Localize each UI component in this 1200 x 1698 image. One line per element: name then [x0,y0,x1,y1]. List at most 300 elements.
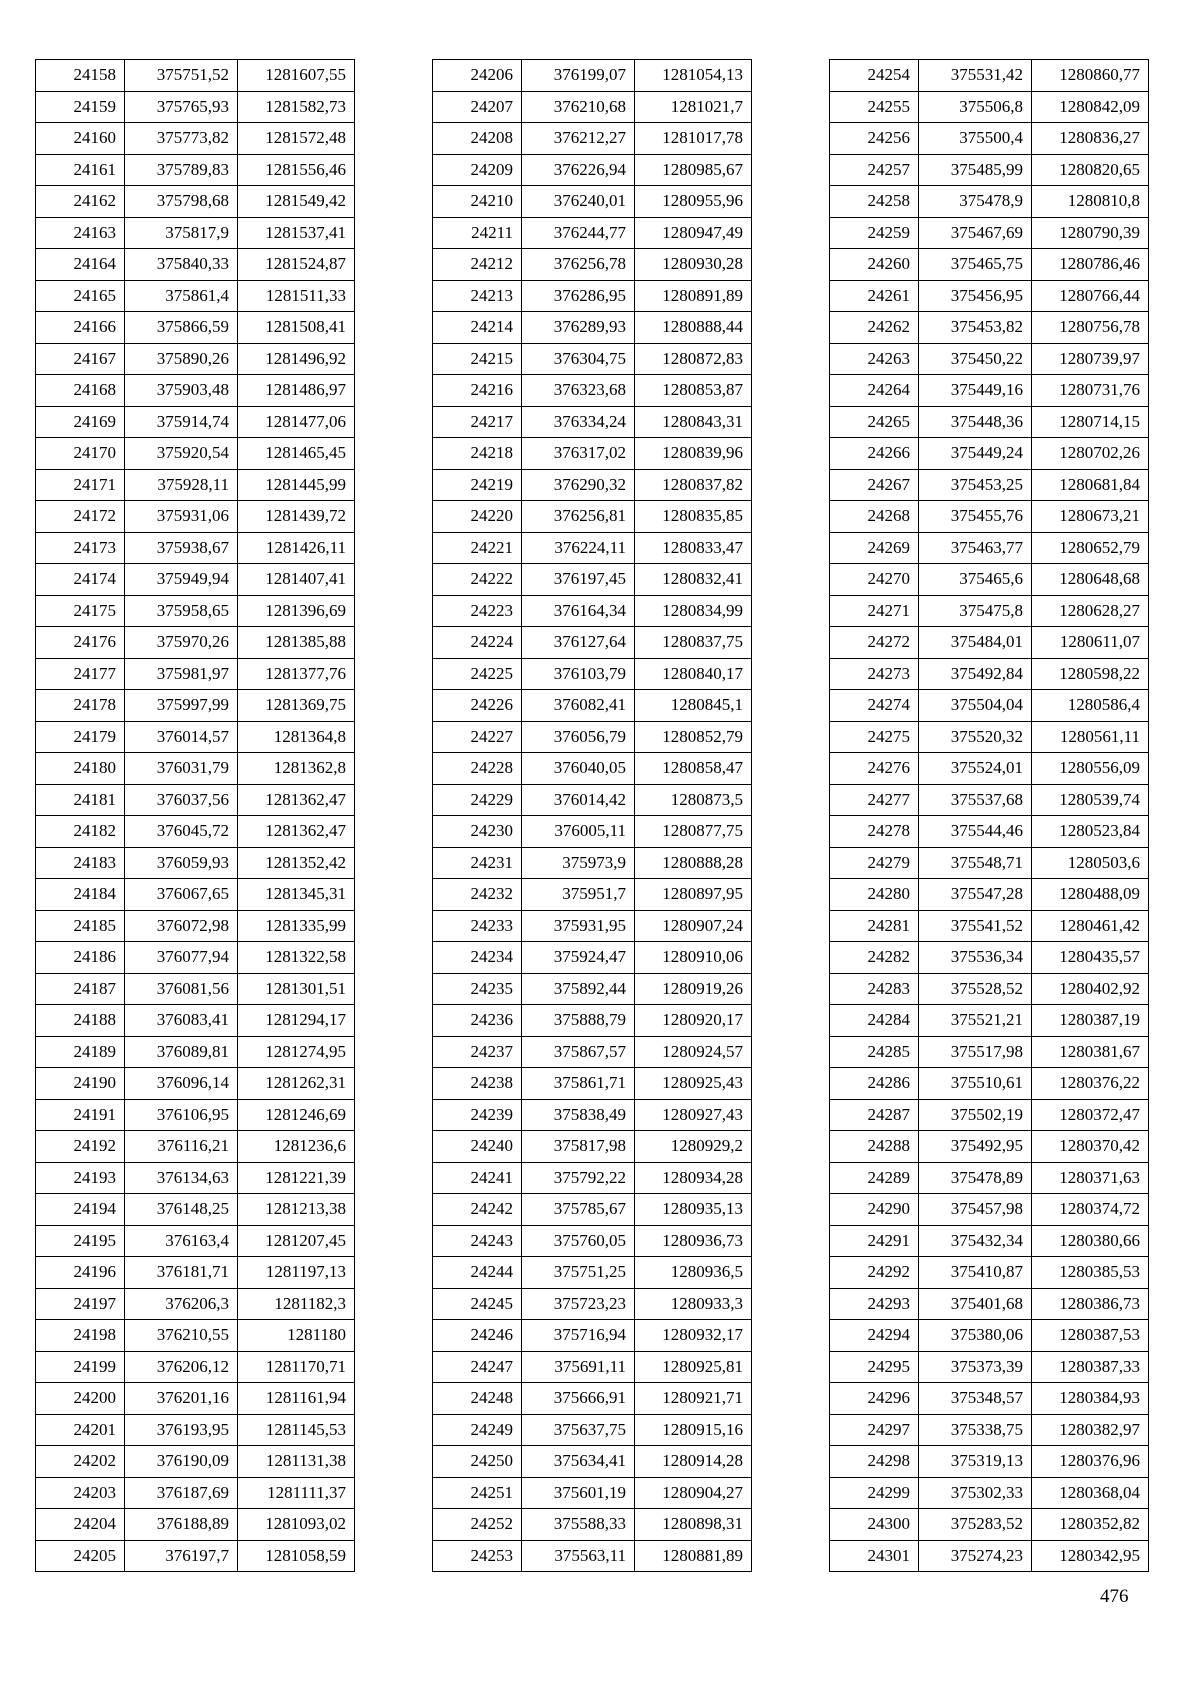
y-coordinate-cell: 1280648,68 [1032,564,1149,596]
point-number-cell: 24180 [36,753,125,785]
y-coordinate-cell: 1280381,67 [1032,1036,1149,1068]
table-row [433,1320,752,1352]
table-row [36,816,355,848]
y-coordinate-cell: 1280368,04 [1032,1477,1149,1509]
x-coordinate-cell: 376096,14 [125,1068,238,1100]
point-number-cell: 24292 [830,1257,919,1289]
y-coordinate-cell: 1280845,1 [635,690,752,722]
x-coordinate-cell: 375475,8 [919,595,1032,627]
table-row [433,1131,752,1163]
x-coordinate-cell: 375380,06 [919,1320,1032,1352]
x-coordinate-cell: 375997,99 [125,690,238,722]
point-number-cell: 24164 [36,249,125,281]
point-number-cell: 24262 [830,312,919,344]
x-coordinate-cell: 376059,93 [125,847,238,879]
x-coordinate-cell: 375548,71 [919,847,1032,879]
y-coordinate-cell: 1280872,83 [635,343,752,375]
y-coordinate-cell: 1280925,43 [635,1068,752,1100]
point-number-cell: 24263 [830,343,919,375]
table-row [830,1477,1149,1509]
point-number-cell: 24279 [830,847,919,879]
table-row [36,1351,355,1383]
x-coordinate-cell: 375588,33 [522,1509,635,1541]
table-row [36,879,355,911]
point-number-cell: 24184 [36,879,125,911]
x-coordinate-cell: 375448,36 [919,406,1032,438]
point-number-cell: 24186 [36,942,125,974]
x-coordinate-cell: 376334,24 [522,406,635,438]
x-coordinate-cell: 375478,89 [919,1162,1032,1194]
x-coordinate-cell: 375544,46 [919,816,1032,848]
x-coordinate-cell: 376226,94 [522,154,635,186]
y-coordinate-cell: 1280386,73 [1032,1288,1149,1320]
x-coordinate-cell: 375492,84 [919,658,1032,690]
point-number-cell: 24158 [36,60,125,92]
table-row [36,249,355,281]
table-row [830,154,1149,186]
table-row [433,721,752,753]
x-coordinate-cell: 375938,67 [125,532,238,564]
point-number-cell: 24207 [433,91,522,123]
table-row [433,1509,752,1541]
x-coordinate-cell: 375563,11 [522,1540,635,1572]
x-coordinate-cell: 375338,75 [919,1414,1032,1446]
y-coordinate-cell: 1280921,71 [635,1383,752,1415]
point-number-cell: 24198 [36,1320,125,1352]
y-coordinate-cell: 1280810,8 [1032,186,1149,218]
table-row [433,595,752,627]
y-coordinate-cell: 1280843,31 [635,406,752,438]
y-coordinate-cell: 1280352,82 [1032,1509,1149,1541]
y-coordinate-cell: 1280402,92 [1032,973,1149,1005]
point-number-cell: 24169 [36,406,125,438]
y-coordinate-cell: 1281197,13 [238,1257,355,1289]
y-coordinate-cell: 1281213,38 [238,1194,355,1226]
table-row [433,249,752,281]
table-row [830,1099,1149,1131]
y-coordinate-cell: 1280387,19 [1032,1005,1149,1037]
table-row [36,217,355,249]
table-row [433,469,752,501]
y-coordinate-cell: 1280384,93 [1032,1383,1149,1415]
x-coordinate-cell: 375536,34 [919,942,1032,974]
point-number-cell: 24215 [433,343,522,375]
y-coordinate-cell: 1280837,82 [635,469,752,501]
x-coordinate-cell: 376134,63 [125,1162,238,1194]
table-row [433,847,752,879]
y-coordinate-cell: 1281377,76 [238,658,355,690]
x-coordinate-cell: 376187,69 [125,1477,238,1509]
x-coordinate-cell: 375450,22 [919,343,1032,375]
x-coordinate-cell: 376286,95 [522,280,635,312]
x-coordinate-cell: 375449,24 [919,438,1032,470]
point-number-cell: 24296 [830,1383,919,1415]
y-coordinate-cell: 1280380,66 [1032,1225,1149,1257]
y-coordinate-cell: 1280897,95 [635,879,752,911]
table-row [830,1509,1149,1541]
y-coordinate-cell: 1280503,6 [1032,847,1149,879]
point-number-cell: 24291 [830,1225,919,1257]
point-number-cell: 24274 [830,690,919,722]
y-coordinate-cell: 1280904,27 [635,1477,752,1509]
point-number-cell: 24289 [830,1162,919,1194]
point-number-cell: 24189 [36,1036,125,1068]
table-row [830,1131,1149,1163]
x-coordinate-cell: 375789,83 [125,154,238,186]
point-number-cell: 24226 [433,690,522,722]
y-coordinate-cell: 1281524,87 [238,249,355,281]
point-number-cell: 24284 [830,1005,919,1037]
table-row [36,280,355,312]
y-coordinate-cell: 1281274,95 [238,1036,355,1068]
table-row [36,564,355,596]
point-number-cell: 24280 [830,879,919,911]
table-row [36,1446,355,1478]
point-number-cell: 24170 [36,438,125,470]
table-row [830,217,1149,249]
x-coordinate-cell: 376199,07 [522,60,635,92]
y-coordinate-cell: 1280833,47 [635,532,752,564]
point-number-cell: 24174 [36,564,125,596]
y-coordinate-cell: 1280860,77 [1032,60,1149,92]
table-row [433,343,752,375]
y-coordinate-cell: 1280955,96 [635,186,752,218]
x-coordinate-cell: 376190,09 [125,1446,238,1478]
point-number-cell: 24213 [433,280,522,312]
x-coordinate-cell: 375861,71 [522,1068,635,1100]
point-number-cell: 24183 [36,847,125,879]
point-number-cell: 24231 [433,847,522,879]
point-number-cell: 24265 [830,406,919,438]
y-coordinate-cell: 1280435,57 [1032,942,1149,974]
point-number-cell: 24293 [830,1288,919,1320]
y-coordinate-cell: 1281477,06 [238,406,355,438]
table-row [433,942,752,974]
table-row [830,1068,1149,1100]
x-coordinate-cell: 376188,89 [125,1509,238,1541]
point-number-cell: 24288 [830,1131,919,1163]
y-coordinate-cell: 1281246,69 [238,1099,355,1131]
y-coordinate-cell: 1280934,28 [635,1162,752,1194]
y-coordinate-cell: 1280376,22 [1032,1068,1149,1100]
point-number-cell: 24204 [36,1509,125,1541]
table-row [36,406,355,438]
y-coordinate-cell: 1280929,2 [635,1131,752,1163]
x-coordinate-cell: 375455,76 [919,501,1032,533]
point-number-cell: 24294 [830,1320,919,1352]
x-coordinate-cell: 375502,19 [919,1099,1032,1131]
x-coordinate-cell: 376077,94 [125,942,238,974]
y-coordinate-cell: 1281362,8 [238,753,355,785]
y-coordinate-cell: 1280936,5 [635,1257,752,1289]
table-row [830,343,1149,375]
x-coordinate-cell: 375401,68 [919,1288,1032,1320]
x-coordinate-cell: 376240,01 [522,186,635,218]
x-coordinate-cell: 375637,75 [522,1414,635,1446]
point-number-cell: 24252 [433,1509,522,1541]
table-row [433,1477,752,1509]
x-coordinate-cell: 375691,11 [522,1351,635,1383]
point-number-cell: 24181 [36,784,125,816]
x-coordinate-cell: 375467,69 [919,217,1032,249]
table-row [830,564,1149,596]
point-number-cell: 24209 [433,154,522,186]
point-number-cell: 24261 [830,280,919,312]
y-coordinate-cell: 1280586,4 [1032,690,1149,722]
y-coordinate-cell: 1280702,26 [1032,438,1149,470]
x-coordinate-cell: 375453,25 [919,469,1032,501]
point-number-cell: 24182 [36,816,125,848]
point-number-cell: 24168 [36,375,125,407]
y-coordinate-cell: 1280561,11 [1032,721,1149,753]
x-coordinate-cell: 375484,01 [919,627,1032,659]
x-coordinate-cell: 375520,32 [919,721,1032,753]
y-coordinate-cell: 1280387,33 [1032,1351,1149,1383]
x-coordinate-cell: 376224,11 [522,532,635,564]
point-number-cell: 24272 [830,627,919,659]
table-row [433,1383,752,1415]
x-coordinate-cell: 375500,4 [919,123,1032,155]
x-coordinate-cell: 375521,21 [919,1005,1032,1037]
point-number-cell: 24258 [830,186,919,218]
y-coordinate-cell: 1281445,99 [238,469,355,501]
x-coordinate-cell: 376014,42 [522,784,635,816]
x-coordinate-cell: 376206,3 [125,1288,238,1320]
y-coordinate-cell: 1281582,73 [238,91,355,123]
point-number-cell: 24236 [433,1005,522,1037]
point-number-cell: 24211 [433,217,522,249]
x-coordinate-cell: 375453,82 [919,312,1032,344]
point-number-cell: 24200 [36,1383,125,1415]
y-coordinate-cell: 1281426,11 [238,532,355,564]
y-coordinate-cell: 1280714,15 [1032,406,1149,438]
x-coordinate-cell: 376164,34 [522,595,635,627]
y-coordinate-cell: 1281369,75 [238,690,355,722]
y-coordinate-cell: 1281180 [238,1320,355,1352]
y-coordinate-cell: 1281093,02 [238,1509,355,1541]
point-number-cell: 24163 [36,217,125,249]
x-coordinate-cell: 375517,98 [919,1036,1032,1068]
y-coordinate-cell: 1281486,97 [238,375,355,407]
table-row [830,1257,1149,1289]
table-row [36,438,355,470]
y-coordinate-cell: 1281294,17 [238,1005,355,1037]
table-row [830,595,1149,627]
table-row [36,1068,355,1100]
table-row [830,1320,1149,1352]
y-coordinate-cell: 1280985,67 [635,154,752,186]
table-row [433,1068,752,1100]
point-number-cell: 24218 [433,438,522,470]
x-coordinate-cell: 375302,33 [919,1477,1032,1509]
table-row [433,438,752,470]
table-row [830,627,1149,659]
point-number-cell: 24285 [830,1036,919,1068]
table-row [36,690,355,722]
y-coordinate-cell: 1280385,53 [1032,1257,1149,1289]
table-row [36,469,355,501]
table-row [36,627,355,659]
y-coordinate-cell: 1281511,33 [238,280,355,312]
x-coordinate-cell: 375510,61 [919,1068,1032,1100]
x-coordinate-cell: 375465,75 [919,249,1032,281]
y-coordinate-cell: 1280652,79 [1032,532,1149,564]
x-coordinate-cell: 376256,78 [522,249,635,281]
x-coordinate-cell: 376197,45 [522,564,635,596]
x-coordinate-cell: 375838,49 [522,1099,635,1131]
table-row [433,564,752,596]
point-number-cell: 24259 [830,217,919,249]
table-row [830,1383,1149,1415]
table-row [830,1225,1149,1257]
x-coordinate-cell: 375449,16 [919,375,1032,407]
point-number-cell: 24270 [830,564,919,596]
point-number-cell: 24244 [433,1257,522,1289]
table-row [433,217,752,249]
y-coordinate-cell: 1281017,78 [635,123,752,155]
x-coordinate-cell: 375634,41 [522,1446,635,1478]
point-number-cell: 24202 [36,1446,125,1478]
x-coordinate-cell: 376103,79 [522,658,635,690]
table-row [36,784,355,816]
y-coordinate-cell: 1281396,69 [238,595,355,627]
table-row [36,753,355,785]
y-coordinate-cell: 1280836,27 [1032,123,1149,155]
x-coordinate-cell: 376072,98 [125,910,238,942]
x-coordinate-cell: 375866,59 [125,312,238,344]
table-row [433,1099,752,1131]
table-row [830,375,1149,407]
table-row [433,658,752,690]
point-number-cell: 24241 [433,1162,522,1194]
x-coordinate-cell: 375760,05 [522,1225,635,1257]
y-coordinate-cell: 1280371,63 [1032,1162,1149,1194]
point-number-cell: 24245 [433,1288,522,1320]
y-coordinate-cell: 1280924,57 [635,1036,752,1068]
x-coordinate-cell: 375274,23 [919,1540,1032,1572]
y-coordinate-cell: 1280461,42 [1032,910,1149,942]
point-number-cell: 24223 [433,595,522,627]
x-coordinate-cell: 376045,72 [125,816,238,848]
x-coordinate-cell: 376081,56 [125,973,238,1005]
point-number-cell: 24264 [830,375,919,407]
table-row [36,154,355,186]
table-row [830,1036,1149,1068]
point-number-cell: 24159 [36,91,125,123]
x-coordinate-cell: 375892,44 [522,973,635,1005]
table-row [830,1005,1149,1037]
table-row [433,375,752,407]
point-number-cell: 24224 [433,627,522,659]
table-row [830,1414,1149,1446]
point-number-cell: 24290 [830,1194,919,1226]
point-number-cell: 24173 [36,532,125,564]
point-number-cell: 24188 [36,1005,125,1037]
y-coordinate-cell: 1281352,42 [238,847,355,879]
point-number-cell: 24281 [830,910,919,942]
point-number-cell: 24185 [36,910,125,942]
table-row [36,595,355,627]
table-row [433,1162,752,1194]
point-number-cell: 24238 [433,1068,522,1100]
x-coordinate-cell: 375798,68 [125,186,238,218]
table-row [36,1005,355,1037]
table-row [433,1225,752,1257]
table-row [830,249,1149,281]
point-number-cell: 24248 [433,1383,522,1415]
point-number-cell: 24278 [830,816,919,848]
table-row [36,1131,355,1163]
table-row [433,60,752,92]
point-number-cell: 24194 [36,1194,125,1226]
y-coordinate-cell: 1280915,16 [635,1414,752,1446]
point-number-cell: 24196 [36,1257,125,1289]
x-coordinate-cell: 376181,71 [125,1257,238,1289]
table-row [36,1288,355,1320]
table-row [830,816,1149,848]
x-coordinate-cell: 376040,05 [522,753,635,785]
y-coordinate-cell: 1281301,51 [238,973,355,1005]
table-row [433,280,752,312]
point-number-cell: 24286 [830,1068,919,1100]
point-number-cell: 24239 [433,1099,522,1131]
x-coordinate-cell: 376083,41 [125,1005,238,1037]
table-row [830,1540,1149,1572]
table-row [36,532,355,564]
y-coordinate-cell: 1281508,41 [238,312,355,344]
y-coordinate-cell: 1280387,53 [1032,1320,1149,1352]
y-coordinate-cell: 1280881,89 [635,1540,752,1572]
y-coordinate-cell: 1281058,59 [238,1540,355,1572]
y-coordinate-cell: 1280910,06 [635,942,752,974]
y-coordinate-cell: 1281236,6 [238,1131,355,1163]
point-number-cell: 24199 [36,1351,125,1383]
y-coordinate-cell: 1280835,85 [635,501,752,533]
point-number-cell: 24172 [36,501,125,533]
x-coordinate-cell: 375931,06 [125,501,238,533]
table-row [433,123,752,155]
point-number-cell: 24165 [36,280,125,312]
point-number-cell: 24297 [830,1414,919,1446]
point-number-cell: 24249 [433,1414,522,1446]
point-number-cell: 24254 [830,60,919,92]
x-coordinate-cell: 376317,02 [522,438,635,470]
x-coordinate-cell: 375928,11 [125,469,238,501]
y-coordinate-cell: 1281549,42 [238,186,355,218]
y-coordinate-cell: 1281145,53 [238,1414,355,1446]
table-row [830,1194,1149,1226]
table-row [433,91,752,123]
x-coordinate-cell: 375465,6 [919,564,1032,596]
point-number-cell: 24243 [433,1225,522,1257]
x-coordinate-cell: 376193,95 [125,1414,238,1446]
x-coordinate-cell: 376127,64 [522,627,635,659]
table-row [36,375,355,407]
x-coordinate-cell: 376323,68 [522,375,635,407]
y-coordinate-cell: 1280898,31 [635,1509,752,1541]
point-number-cell: 24250 [433,1446,522,1478]
y-coordinate-cell: 1280932,17 [635,1320,752,1352]
y-coordinate-cell: 1280598,22 [1032,658,1149,690]
point-number-cell: 24195 [36,1225,125,1257]
y-coordinate-cell: 1280920,17 [635,1005,752,1037]
y-coordinate-cell: 1280673,21 [1032,501,1149,533]
table-row [36,942,355,974]
table-row [830,910,1149,942]
y-coordinate-cell: 1280766,44 [1032,280,1149,312]
point-number-cell: 24217 [433,406,522,438]
y-coordinate-cell: 1280523,84 [1032,816,1149,848]
